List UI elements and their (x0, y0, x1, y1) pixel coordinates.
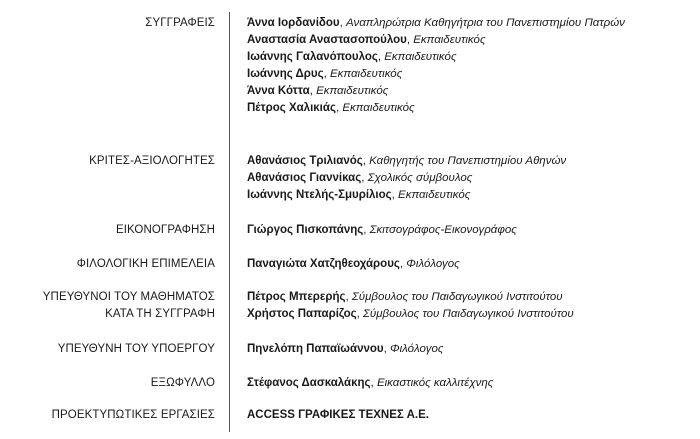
credit-entry: Άννα Κόττα, Εκπαιδευτικός (247, 85, 389, 97)
person-role: Σύμβουλος του Παιδαγωγικού Ινστιτούτου (362, 308, 574, 320)
person-role: Εκπαιδευτικός (342, 102, 415, 114)
person-name: Χρήστος Παπαρίζος (247, 308, 357, 320)
credit-entry: Ιωάννης Δρυς, Εκπαιδευτικός (247, 68, 403, 80)
credit-entry: Πέτρος Μπερερής, Σύμβουλος του Παιδαγωγικού Ινστιτούτου (247, 291, 563, 303)
person-role: Σύμβουλος του Παιδαγωγικού Ινστιτούτου (351, 291, 563, 303)
person-name: Γιώργος Πισκοπάνης (247, 224, 364, 236)
person-role: Φιλόλογος (406, 258, 460, 270)
section-label (58, 341, 215, 358)
person-name: Ιωάννης Γαλανόπουλος (247, 51, 378, 63)
person-name: Άννα Κόττα (247, 85, 310, 97)
person-name: Πέτρος Μπερερής (247, 291, 346, 303)
section-label-line: ΕΙΚΟΝΟΓΡΑΦΗΣΗ (115, 224, 215, 236)
person-role: Εκπαιδευτικός (330, 68, 403, 80)
section-entries (247, 289, 574, 323)
section-label-line: ΣΥΓΓΡΑΦΕΙΣ (145, 17, 215, 29)
credit-entry: Άννα Ιορδανίδου, Αναπληρώτρια Καθηγήτρια του Πανεπιστημίου Πατρών (247, 17, 625, 29)
person-name: Αθανάσιος Τριλιανός (247, 155, 363, 167)
section-entries (247, 15, 625, 117)
person-name: Ιωάννης Ντελής-Σμυρίλιος (247, 189, 392, 201)
person-role: Αναπληρώτρια Καθηγήτρια του Πανεπιστημίου Πατρών (346, 17, 625, 29)
section-label-line: ΥΠΕΥΘΥΝΗ ΤΟΥ ΥΠΟΕΡΓΟΥ (57, 343, 215, 355)
section-label (151, 375, 215, 392)
person-role: Εκπαιδευτικός (398, 189, 471, 201)
person-role: Σχολικός σύμβουλος (367, 172, 473, 184)
credit-entry: Αθανάσιος Τριλιανός, Καθηγητής του Πανεπιστημίου Αθηνών (247, 155, 567, 167)
credit-entry: Χρήστος Παπαρίζος, Σύμβουλος του Παιδαγωγικού Ινστιτούτου (247, 308, 574, 320)
person-role: Εκπαιδευτικός (413, 34, 486, 46)
person-name: Πέτρος Χαλικιάς (247, 102, 336, 114)
person-name: Πηνελόπη Παπαϊωάννου (247, 343, 384, 355)
section-label (77, 256, 215, 273)
company-name: ACCESS ΓΡΑΦΙΚΕΣ ΤΕΧΝΕΣ Α.Ε. (247, 409, 429, 421)
section-label-line: ΥΠΕΥΘΥΝΟΙ ΤΟΥ ΜΑΘΗΜΑΤΟΣ (42, 291, 215, 303)
section-label-line: ΚΑΤΑ ΤΗ ΣΥΓΓΡΑΦΗ (105, 308, 215, 320)
section-entries (247, 153, 566, 204)
credit-entry: Αναστασία Αναστασοπούλου, Εκπαιδευτικός (247, 34, 486, 46)
person-role: Εκπαιδευτικός (384, 51, 457, 63)
section-entries (247, 222, 517, 239)
person-name: Αθανάσιος Γιαννίκας (247, 172, 362, 184)
person-role: Καθηγητής του Πανεπιστημίου Αθηνών (369, 155, 567, 167)
credit-entry: Πέτρος Χαλικιάς, Εκπαιδευτικός (247, 102, 415, 114)
person-name: Αναστασία Αναστασοπούλου (247, 34, 407, 46)
credit-entry: Στέφανος Δασκαλάκης, Εικαστικός καλλιτέχνης (247, 377, 494, 389)
person-role: Εικαστικός καλλιτέχνης (376, 377, 494, 389)
section-entries (247, 375, 493, 392)
section-label (145, 15, 215, 32)
section-label-line: ΠΡΟΕΚΤΥΠΩΤΙΚΕΣ ΕΡΓΑΣΙΕΣ (51, 409, 215, 421)
person-name: Παναγιώτα Χατζηθεοχάρους (247, 258, 400, 270)
section-label-line: ΚΡΙΤΕΣ-ΑΞΙΟΛΟΓΗΤΕΣ (89, 155, 215, 167)
person-role: Φιλόλογος (389, 343, 444, 355)
section-entries (247, 407, 429, 424)
vertical-divider (229, 12, 230, 432)
section-label (116, 222, 215, 239)
credit-entry (247, 407, 429, 424)
section-label (89, 153, 215, 170)
section-label-line: ΦΙΛΟΛΟΓΙΚΗ ΕΠΙΜΕΛΕΙΑ (76, 258, 215, 270)
section-label (52, 407, 215, 424)
credit-entry: Πηνελόπη Παπαϊωάννου, Φιλόλογος (247, 343, 444, 355)
section-entries (247, 341, 443, 358)
section-label-line: ΕΞΩΦΥΛΛΟ (150, 377, 215, 389)
section-label (43, 289, 215, 323)
credit-entry: Αθανάσιος Γιαννίκας, Σχολικός σύμβουλος (247, 172, 473, 184)
person-name: Στέφανος Δασκαλάκης (247, 377, 371, 389)
person-role: Σκιτσογράφος-Εικονογράφος (369, 224, 517, 236)
person-role: Εκπαιδευτικός (316, 85, 389, 97)
person-name: Άννα Ιορδανίδου (247, 17, 340, 29)
section-entries (247, 256, 460, 273)
credit-entry: Παναγιώτα Χατζηθεοχάρους, Φιλόλογος (247, 258, 460, 270)
credit-entry: Ιωάννης Ντελής-Σμυρίλιος, Εκπαιδευτικός (247, 189, 471, 201)
credit-entry: Ιωάννης Γαλανόπουλος, Εκπαιδευτικός (247, 51, 457, 63)
credit-entry: Γιώργος Πισκοπάνης, Σκιτσογράφος-Εικονογράφος (247, 224, 517, 236)
person-name: Ιωάννης Δρυς (247, 68, 324, 80)
